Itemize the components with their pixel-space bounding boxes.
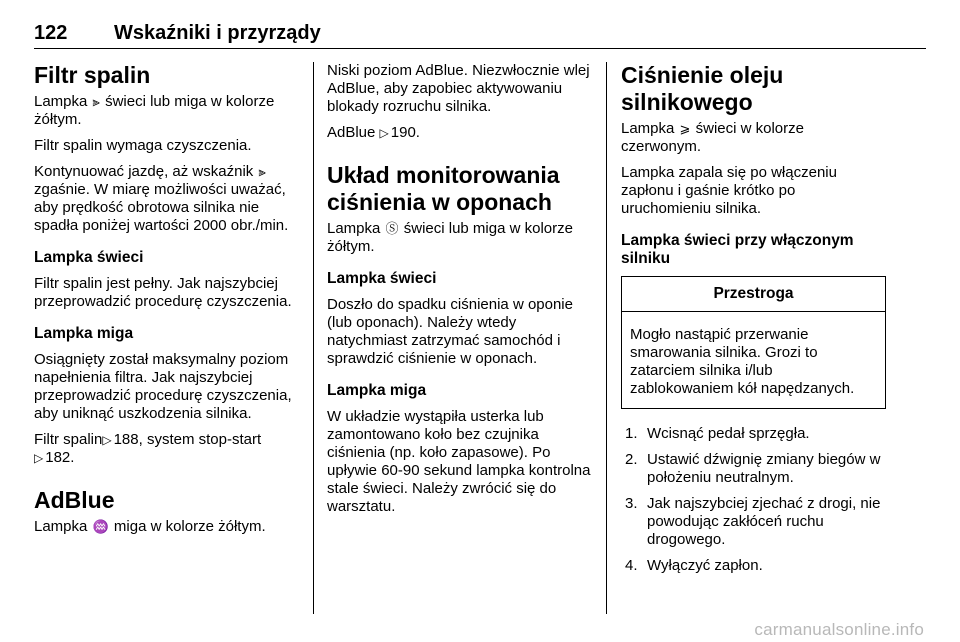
paragraph: Lampka ♒ miga w kolorze żółtym.	[34, 518, 266, 535]
filter-icon: ⫸	[92, 94, 100, 109]
paragraph: Filtr spalin jest pełny. Jak najszybciej przeprowadzić procedurę czyszczenia.	[34, 275, 292, 310]
paragraph: AdBlue ▷ 190.	[327, 124, 420, 141]
column-2	[327, 62, 595, 524]
list-item: 2. Ustawić dźwignię zmiany biegów w położeniu neutralnym.	[625, 451, 881, 486]
filter-icon: ⫸	[258, 164, 266, 179]
heading-filtr-spalin: Filtr spalin	[34, 62, 151, 88]
list-item: 1. Wcisnąć pedał sprzęgła.	[625, 425, 810, 442]
page-ref-link[interactable]: 190.	[390, 124, 420, 141]
warning-title: Przestroga	[622, 277, 885, 312]
steps-list	[621, 425, 886, 575]
page-ref-link[interactable]: 182	[45, 449, 71, 466]
warning-box	[621, 276, 886, 409]
subheading-lampka-swieci: Lampka świeci	[34, 249, 144, 266]
warning-text: Mogło nastąpić przerwanie smarowania silnika. Grozi to zatarciem silnika i/lub zablokowaniem kół napędzanych.	[630, 326, 855, 397]
subheading-lampka-miga: Lampka miga	[34, 325, 134, 342]
paragraph: Niski poziom AdBlue. Niezwłocznie wlej AdBlue, aby zapobiec aktywowaniu blokady rozruchu silnika.	[327, 62, 590, 115]
page-number: 122	[34, 22, 68, 44]
subheading-engine-running: Lampka świeci przy włączonym silniku	[621, 232, 854, 267]
paragraph: Lampka ⫸ świeci lub miga w kolorze żółtym.	[34, 93, 275, 128]
heading-oil-pressure: Ciśnienie oleju silnikowego	[621, 62, 784, 115]
page-ref-icon: ▷	[379, 126, 389, 140]
subheading-lampka-miga: Lampka miga	[327, 382, 427, 399]
oil-can-icon: ⩾	[679, 121, 691, 136]
tire-pressure-icon: Ⓢ	[385, 221, 399, 236]
heading-tpms: Układ monitorowania ciśnienia w oponach	[327, 162, 560, 215]
column-3	[621, 62, 886, 583]
watermark: carmanualsonline.info	[754, 620, 924, 639]
list-item: 3. Jak najszybciej zjechać z drogi, nie powodując zakłóceń ruchu drogowego.	[625, 495, 881, 548]
paragraph: Filtr spalin▷ 188, system stop-start ▷ 182.	[34, 431, 262, 466]
paragraph: W układzie wystąpiła usterka lub zamontowano koło bez czujnika ciśnienia (np. koło zapasowe). Po upływie 60-90 sekund lampka kontrolna stale świeci. Należy zwrócić się do warsztatu.	[327, 408, 591, 515]
column-1	[34, 62, 302, 544]
subheading-lampka-swieci: Lampka świeci	[327, 270, 437, 287]
page-ref-icon: ▷	[34, 451, 44, 465]
page-title: Wskaźniki i przyrządy	[114, 22, 321, 44]
page-ref-link[interactable]: 188	[113, 431, 139, 448]
paragraph: Kontynuować jazdę, aż wskaźnik ⫸ zgaśnie. W miarę możliwości uważać, aby prędkość obrotowa silnika nie spadła poniżej wartości 2000 obr./min.	[34, 163, 289, 234]
adblue-icon: ♒	[92, 519, 109, 534]
paragraph: Lampka Ⓢ świeci lub miga w kolorze żółtym.	[327, 220, 573, 255]
page-ref-icon: ▷	[102, 433, 112, 447]
column-divider	[313, 62, 314, 614]
list-item: 4. Wyłączyć zapłon.	[625, 557, 763, 574]
column-divider	[606, 62, 607, 614]
paragraph: Osiągnięty został maksymalny poziom napełnienia filtra. Jak najszybciej przeprowadzić procedurę czyszczenia, aby uniknąć uszkodzenia silnika.	[34, 351, 292, 422]
heading-adblue: AdBlue	[34, 487, 115, 513]
header-rule	[34, 48, 926, 49]
paragraph: Lampka ⩾ świeci w kolorze czerwonym.	[621, 120, 804, 155]
paragraph: Lampka zapala się po włączeniu zapłonu i gaśnie krótko po uruchomieniu silnika.	[621, 164, 837, 217]
paragraph: Doszło do spadku ciśnienia w oponie (lub oponach). Należy wtedy natychmiast zatrzymać samochód i sprawdzić ciśnienie w oponach.	[327, 296, 573, 367]
paragraph: Filtr spalin wymaga czyszczenia.	[34, 137, 252, 154]
